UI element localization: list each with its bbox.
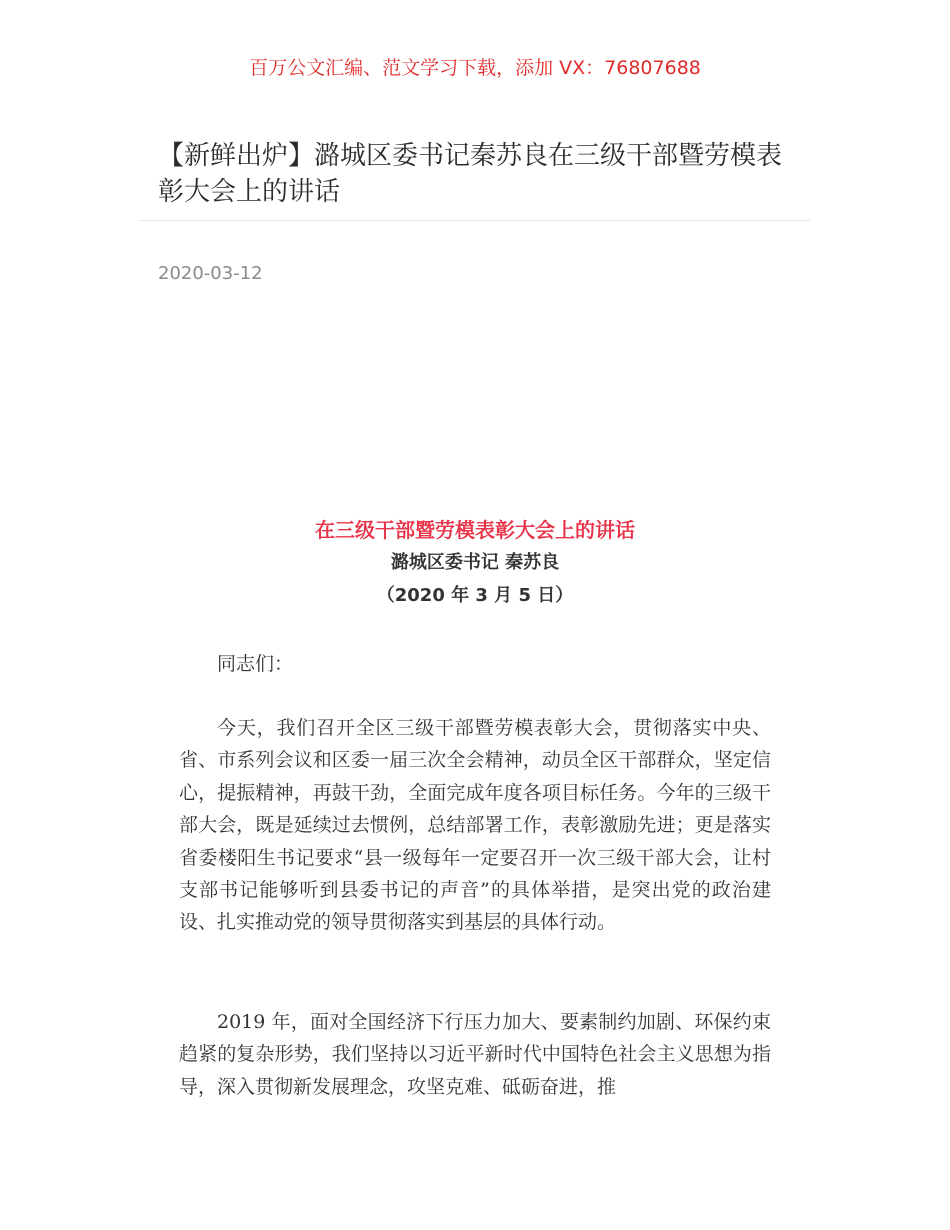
body-paragraph-greeting: 同志们： [217,653,294,675]
speech-title: 在三级干部暨劳模表彰大会上的讲话 [315,518,635,542]
promo-banner: 百万公文汇编、范文学习下载，添加 VX：76807688 [249,57,701,79]
title-divider [140,220,810,221]
publish-date: 2020-03-12 [158,263,263,284]
body-paragraph-1: 今天，我们召开全区三级干部暨劳模表彰大会，贯彻落实中央、省、市系列会议和区委一届三次全会精神，动员全区干部群众，坚定信心，提振精神，再鼓干劲，全面完成年度各项目标任务。今年的三级干部大会，既是延续过去惯例，总结部署工作，表彰激励先进；更是落实省委楼阳生书记要求“县一级每年一定要召开一次三级干部大会，让村支部书记能够听到县委书记的声音”的具体举措，是突出党的政治建设、扎实推动党的领导贯彻落实到基层的具体行动。 [179,717,771,934]
article-title: 【新鲜出炉】潞城区委书记秦苏良在三级干部暨劳模表彰大会上的讲话 [158,141,783,207]
speech-author: 潞城区委书记 秦苏良 [390,552,560,573]
body-paragraph-2: 2019 年，面对全国经济下行压力加大、要素制约加剧、环保约束趋紧的复杂形势，我们坚持以习近平新时代中国特色社会主义思想为指导，深入贯彻新发展理念，攻坚克难、砥砺奋进，推 [179,1011,771,1098]
speech-date: （2020 年 3 月 5 日） [376,585,574,606]
